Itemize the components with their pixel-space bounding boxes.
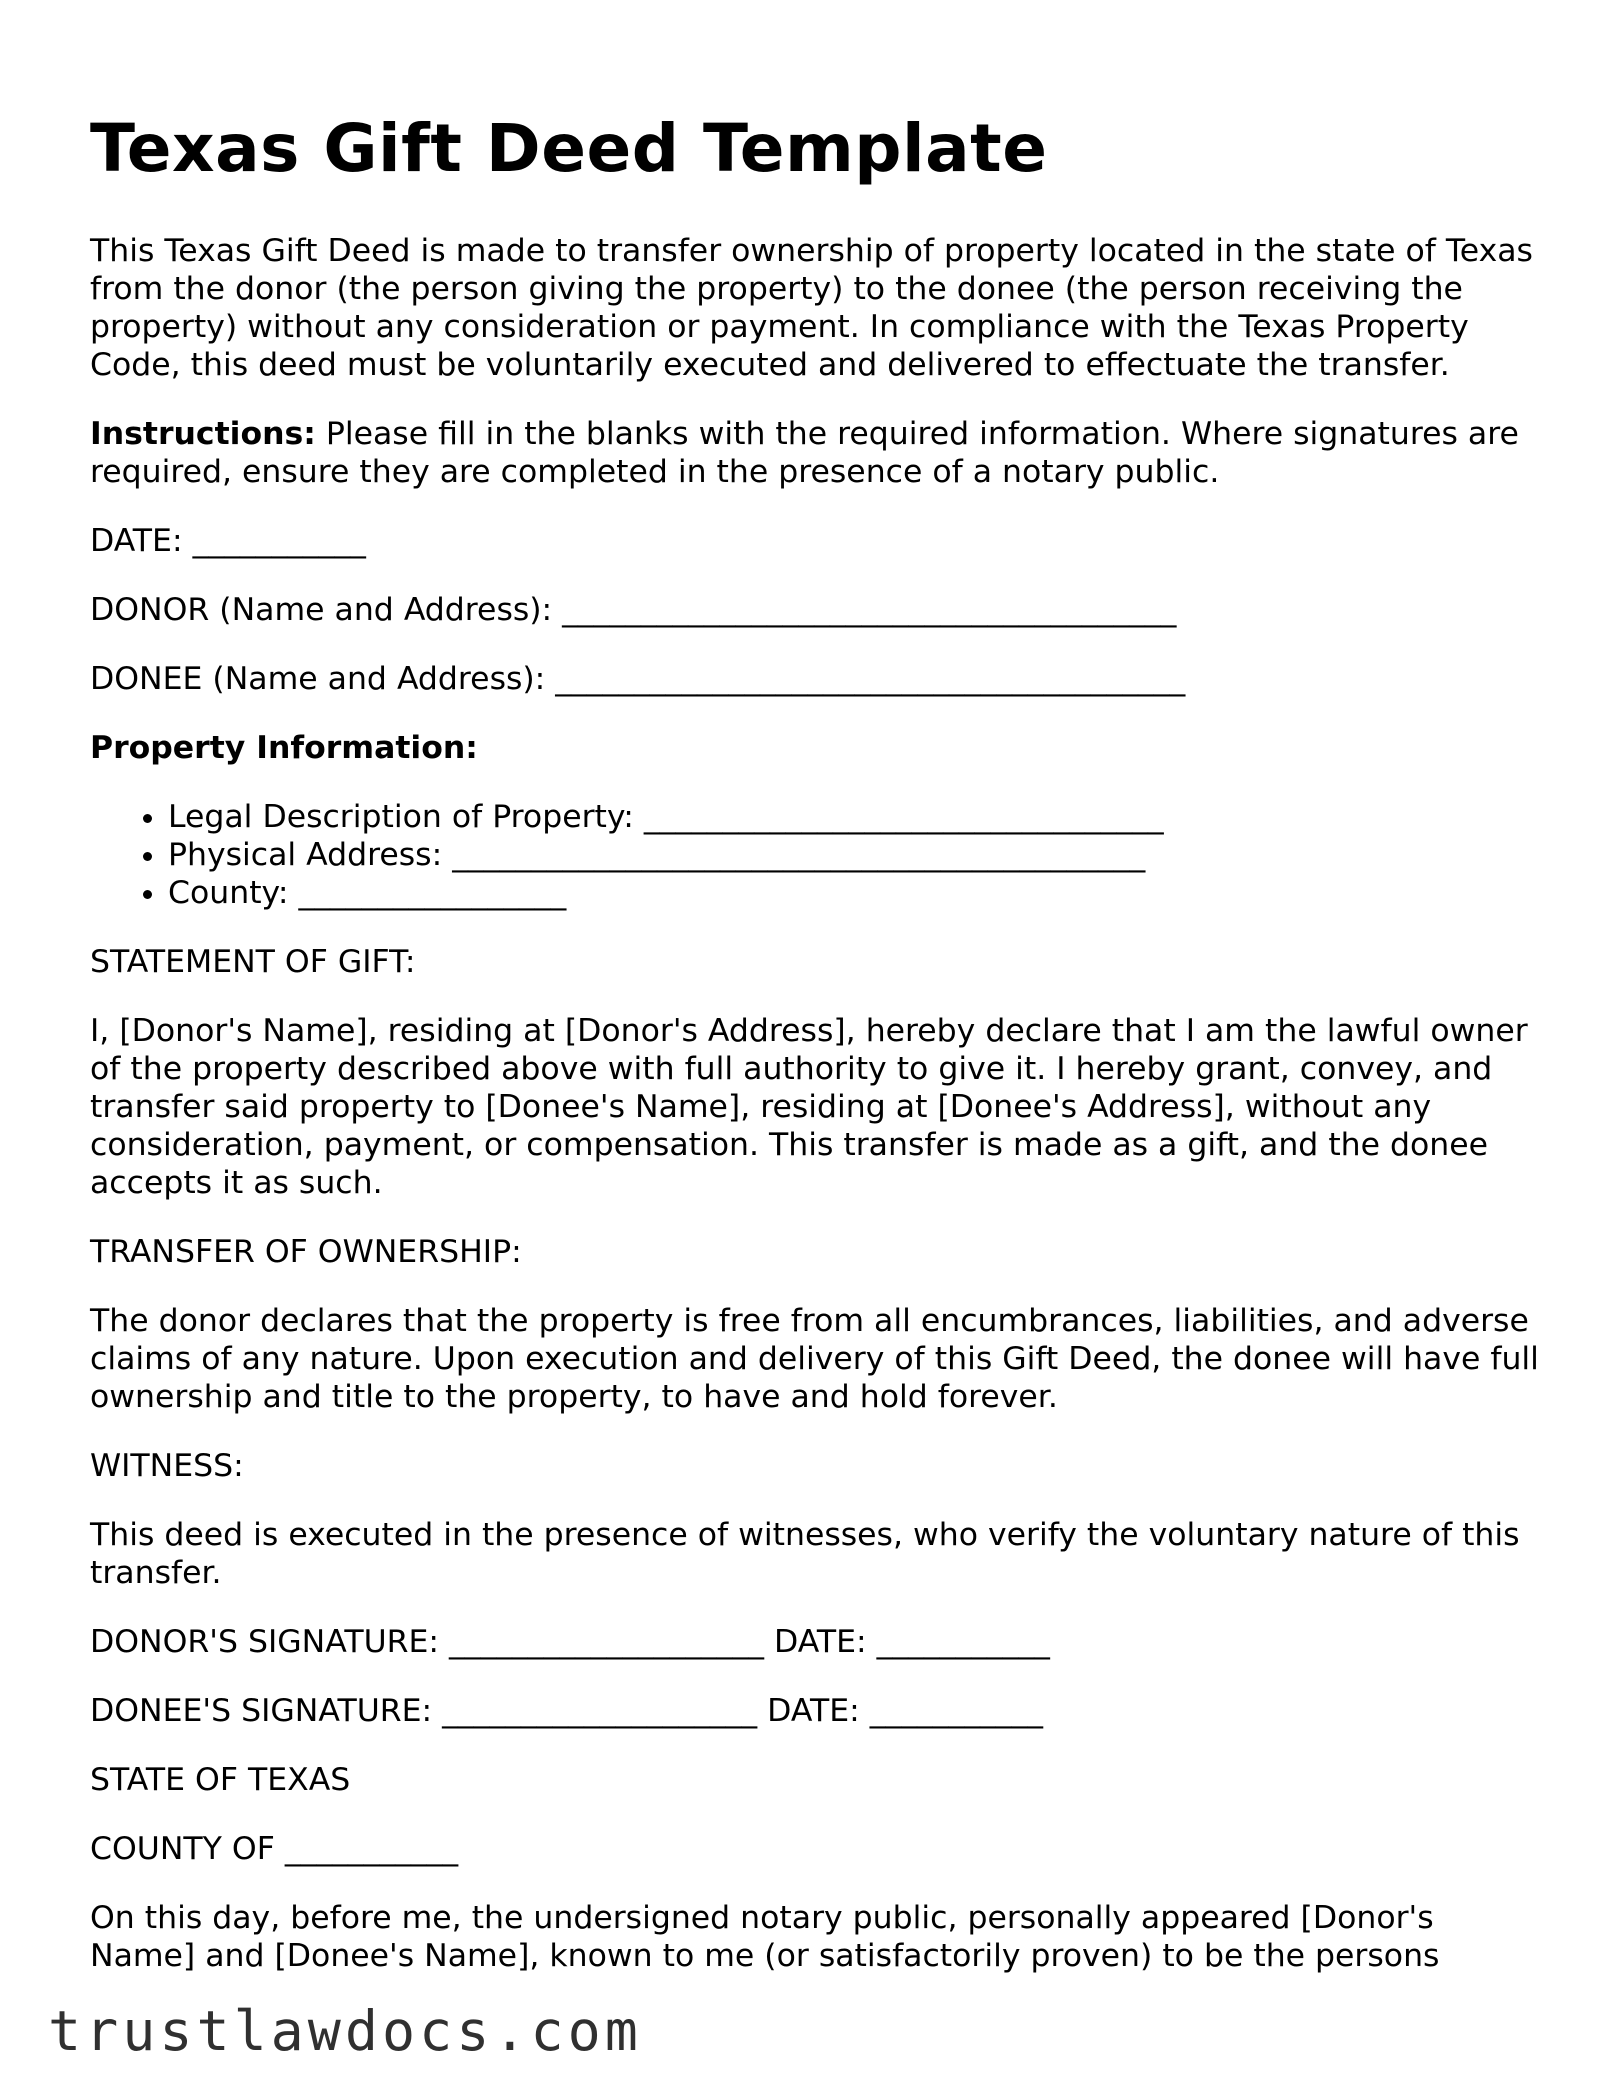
transfer-heading: TRANSFER OF OWNERSHIP: bbox=[90, 1234, 522, 1270]
statement-of-gift-heading: STATEMENT OF GIFT: bbox=[90, 944, 416, 980]
page-title: Texas Gift Deed Template bbox=[90, 110, 1048, 187]
statement-of-gift-text: I, [Donor's Name], residing at [Donor's Address], hereby declare that I am the lawful owner of the property described above with full authority to give it. I hereby grant, convey, and transfer said property to [Donee's Name], residing at [Donee's Address], without any consideration, payment, or compensation. This transfer is made as a gift, and the donee accepts it as such. bbox=[90, 1013, 1528, 1201]
witness-heading: WITNESS: bbox=[90, 1448, 244, 1484]
property-list bbox=[90, 798, 1540, 912]
witness-text: This deed is executed in the presence of witnesses, who verify the voluntary nature of this transfer. bbox=[90, 1517, 1520, 1591]
list-item: • Physical Address: ____________________________________________ bbox=[168, 836, 1540, 874]
property-heading: Property Information: bbox=[90, 730, 478, 766]
donor-field: DONOR (Name and Address): _______________________________________ bbox=[90, 592, 1177, 628]
notary-county: COUNTY OF ___________ bbox=[90, 1831, 459, 1867]
notary-state: STATE OF TEXAS bbox=[90, 1762, 351, 1798]
transfer-text: The donor declares that the property is free from all encumbrances, liabilities, and adverse claims of any nature. Upon execution and delivery of this Gift Deed, the donee will have full ownership and title to the property, to have and hold forever. bbox=[90, 1303, 1539, 1415]
list-item: • Legal Description of Property: _________________________________ bbox=[168, 798, 1540, 836]
list-item: • County: _________________ bbox=[168, 874, 1540, 912]
document-page bbox=[90, 110, 1540, 2006]
notary-text: On this day, before me, the undersigned notary public, personally appeared [Donor's Name] and [Donee's Name], known to me (or satisfactorily proven) to be the persons bbox=[90, 1900, 1440, 1974]
donor-signature-line: DONOR'S SIGNATURE: ____________________ DATE: ___________ bbox=[90, 1624, 1050, 1660]
intro-paragraph: This Texas Gift Deed is made to transfer ownership of property located in the state of Texas from the donor (the person giving the property) to the donee (the person receiving the property) without any consideration or payment. In compliance with the Texas Property Code, this deed must be voluntarily executed and delivered to effectuate the transfer. bbox=[90, 233, 1533, 383]
watermark-logo: trustlawdocs.com bbox=[48, 1999, 642, 2063]
date-field: DATE: ___________ bbox=[90, 523, 366, 559]
donee-field: DONEE (Name and Address): ________________________________________ bbox=[90, 661, 1186, 697]
instructions-paragraph bbox=[90, 415, 1540, 491]
instructions-text: Please fill in the blanks with the required information. Where signatures are required, ensure they are completed in the presence of a notary public. bbox=[90, 416, 1519, 490]
instructions-label: Instructions: bbox=[90, 416, 316, 452]
donee-signature-line: DONEE'S SIGNATURE: ____________________ DATE: ___________ bbox=[90, 1693, 1043, 1729]
